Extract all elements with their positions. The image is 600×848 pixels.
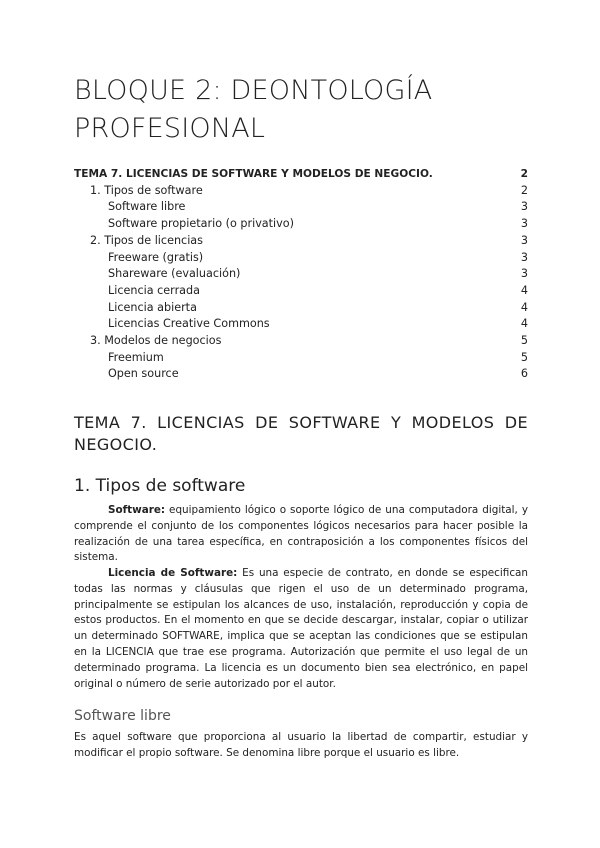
toc-entry[interactable] — [74, 316, 528, 333]
toc-entry-page: 3 — [520, 217, 528, 231]
toc-entry[interactable] — [74, 266, 528, 283]
table-of-contents — [74, 166, 528, 383]
toc-entry-page: 6 — [520, 367, 528, 381]
toc-entry-page: 2 — [520, 183, 528, 197]
toc-entry-page: 3 — [520, 267, 528, 281]
paragraph-software — [74, 503, 528, 566]
toc-entry-page: 4 — [520, 317, 528, 331]
toc-entry-label: TEMA 7. LICENCIAS DE SOFTWARE Y MODELOS DE NEGOCIO. — [74, 168, 433, 180]
document-title: BLOQUE 2: DEONTOLOGÍA PROFESIONAL — [74, 75, 433, 144]
toc-entry-page: 5 — [520, 350, 528, 364]
toc-entry[interactable] — [74, 283, 528, 300]
toc-entry-label: Software libre — [108, 200, 186, 214]
software-libre-paragraph: Es aquel software que proporciona al usuario la libertad de compartir, estudiar y modificar el propio software. Se denomina libre porque el usuario es libre. — [74, 731, 528, 759]
toc-entry[interactable] — [74, 216, 528, 233]
term-licencia: Licencia de Software: — [108, 567, 238, 579]
toc-entry-label: Freeware (gratis) — [108, 250, 204, 264]
toc-entry[interactable] — [74, 250, 528, 267]
toc-entry-label: Licencias Creative Commons — [108, 317, 270, 331]
toc-entry[interactable] — [74, 166, 528, 183]
toc-entry-label: Open source — [108, 367, 179, 381]
toc-entry-page: 3 — [520, 250, 528, 264]
toc-entry[interactable] — [74, 199, 528, 216]
toc-entry[interactable] — [74, 350, 528, 367]
toc-entry-page: 2 — [520, 168, 528, 180]
toc-entry-page: 3 — [520, 233, 528, 247]
toc-entry-page: 5 — [520, 334, 528, 348]
toc-entry-page: 3 — [520, 200, 528, 214]
definition-software: equipamiento lógico o soporte lógico de una computadora digital, y comprende el conjunto de los componentes lógicos necesarios para hacer posible la realización de una tarea específica, en contraposición a los componentes físicos del sistema. — [74, 504, 528, 564]
toc-entry[interactable] — [74, 300, 528, 317]
toc-entry[interactable] — [74, 333, 528, 350]
software-libre-heading: Software libre — [74, 708, 171, 724]
toc-entry-label: Licencia cerrada — [108, 283, 200, 297]
toc-entry[interactable] — [74, 233, 528, 250]
subsection-heading: 1. Tipos de software — [74, 476, 246, 496]
toc-entry-page: 4 — [520, 283, 528, 297]
toc-entry[interactable] — [74, 366, 528, 383]
toc-entry-label: Shareware (evaluación) — [108, 267, 241, 281]
toc-entry-label: 3. Modelos de negocios — [90, 334, 222, 348]
toc-entry-label: Software propietario (o privativo) — [108, 217, 294, 231]
toc-entry-label: 2. Tipos de licencias — [90, 233, 203, 247]
toc-entry-label: 1. Tipos de software — [90, 183, 203, 197]
term-software: Software: — [108, 504, 166, 516]
definition-licencia: Es una especie de contrato, en donde se especifican todas las normas y cláusulas que rigen el uso de un determinado programa, principalmente se estipulan los alcances de uso, instalación, reproducción y copia de estos productos. En el momento en que se decide descargar, instalar, copiar o utilizar un determinado SOFTWARE, implica que se aceptan las condiciones que se estipulan en la LICENCIA que trae ese programa. Autorización que permite el uso legal de un determinado programa. La licencia es un documento bien sea electrónico, en papel original o número de serie autorizado por el autor. — [74, 567, 528, 690]
paragraph-licencia — [74, 566, 528, 692]
toc-entry-label: Licencia abierta — [108, 300, 197, 314]
toc-entry[interactable] — [74, 183, 528, 200]
section-heading: TEMA 7. LICENCIAS DE SOFTWARE Y MODELOS DE NEGOCIO. — [74, 413, 528, 454]
toc-entry-page: 4 — [520, 300, 528, 314]
toc-entry-label: Freemium — [108, 350, 164, 364]
